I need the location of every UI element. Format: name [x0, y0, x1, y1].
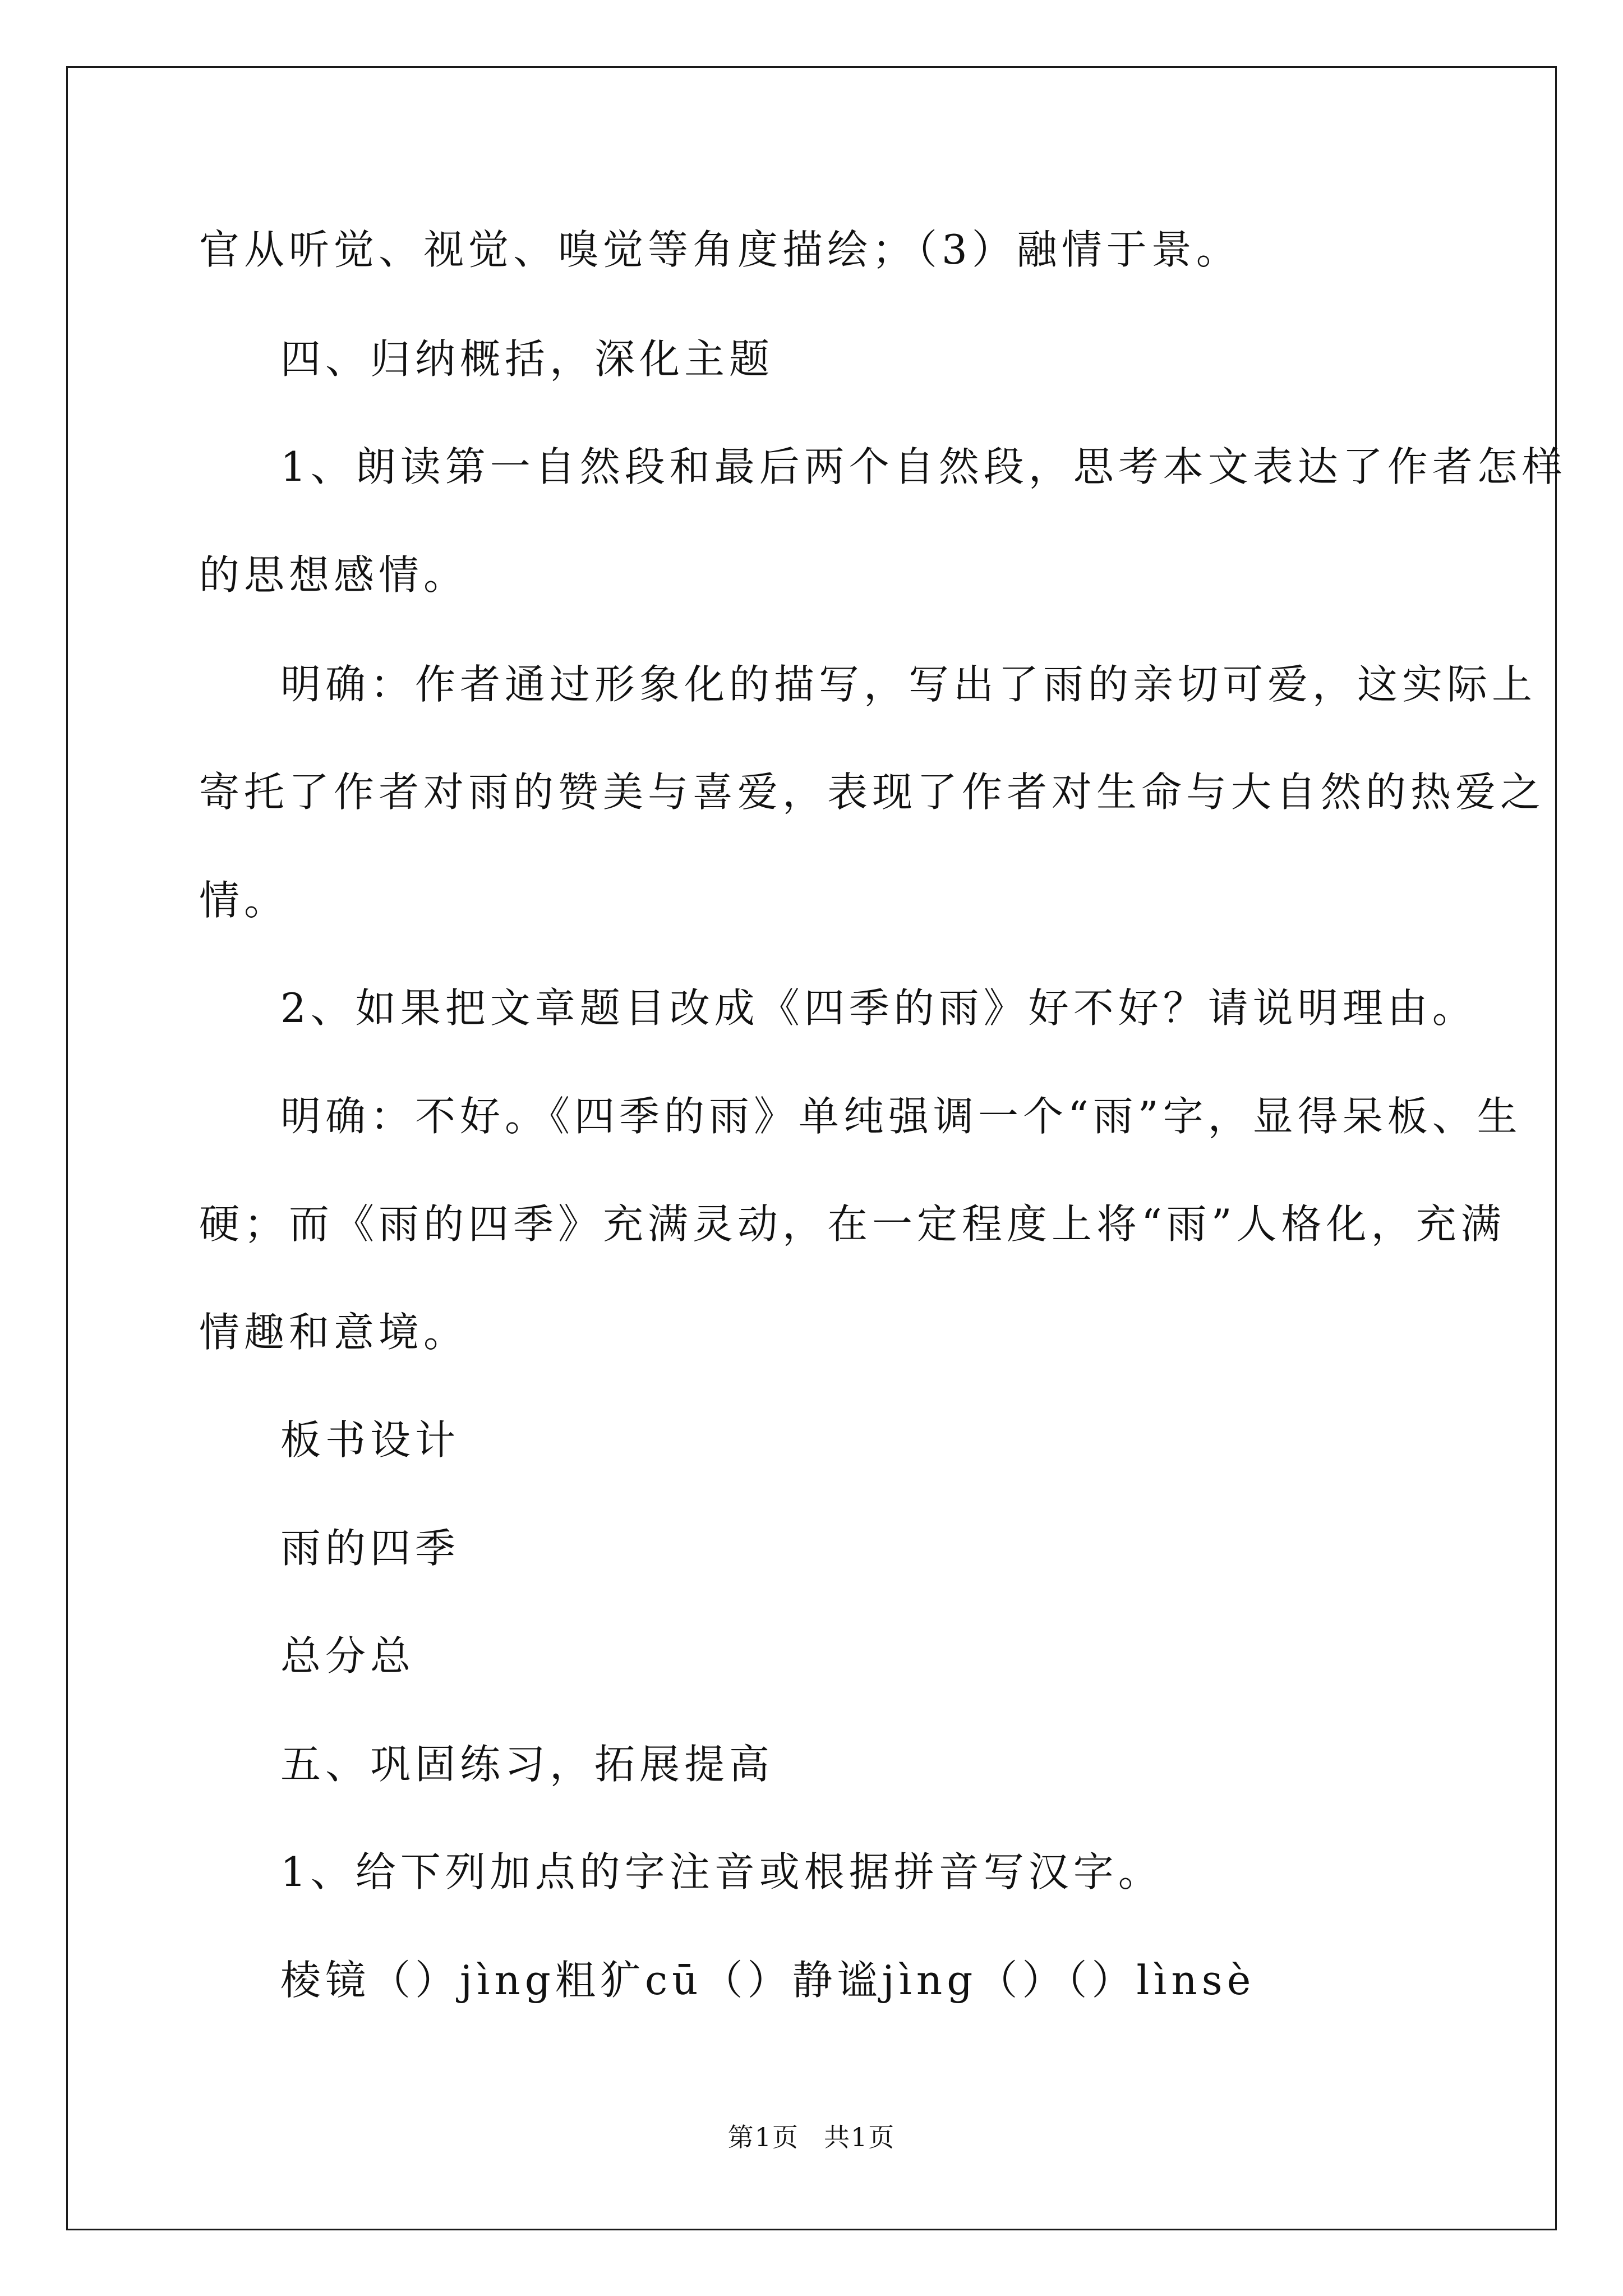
text-line: 总分总: [280, 1632, 416, 1680]
text-line: 的思想感情。: [199, 551, 469, 599]
text-line: 情。: [199, 877, 289, 924]
text-line: 硬；而《雨的四季》充满灵动，在一定程度上将“雨”人格化，充满: [199, 1200, 1506, 1248]
section-heading: 四、归纳概括，深化主题: [280, 335, 774, 383]
text-line: 官从听觉、视觉、嗅觉等角度描绘；（3）融情于景。: [199, 226, 1241, 273]
page-number-current: 第1页: [727, 2122, 799, 2152]
text-line: 1、朗读第一自然段和最后两个自然段，思考本文表达了作者怎样: [280, 443, 1567, 490]
text-line: 1、给下列加点的字注音或根据拼音写汉字。: [280, 1848, 1163, 1895]
text-line: 情趣和意境。: [199, 1309, 469, 1356]
section-heading: 五、巩固练习，拓展提高: [280, 1741, 774, 1788]
page-border: [66, 66, 1557, 2230]
text-line: 寄托了作者对雨的赞美与喜爱，表现了作者对生命与大自然的热爱之: [199, 769, 1546, 816]
text-line: 2、如果把文章题目改成《四季的雨》好不好？请说明理由。: [280, 984, 1477, 1032]
text-line: 明确：作者通过形象化的描写，写出了雨的亲切可爱，这实际上: [280, 661, 1537, 708]
text-line: 明确：不好。《四季的雨》单纯强调一个“雨”字，显得呆板、生: [280, 1093, 1522, 1140]
page-footer: [0, 2120, 1623, 2154]
text-line: 棱镜（）jìng粗犷cū（）静谧jìng（）（）lìnsè: [280, 1957, 1256, 2004]
page-number-total: 共1页: [824, 2122, 896, 2152]
text-line: 雨的四季: [280, 1525, 460, 1572]
section-heading: 板书设计: [280, 1416, 460, 1464]
